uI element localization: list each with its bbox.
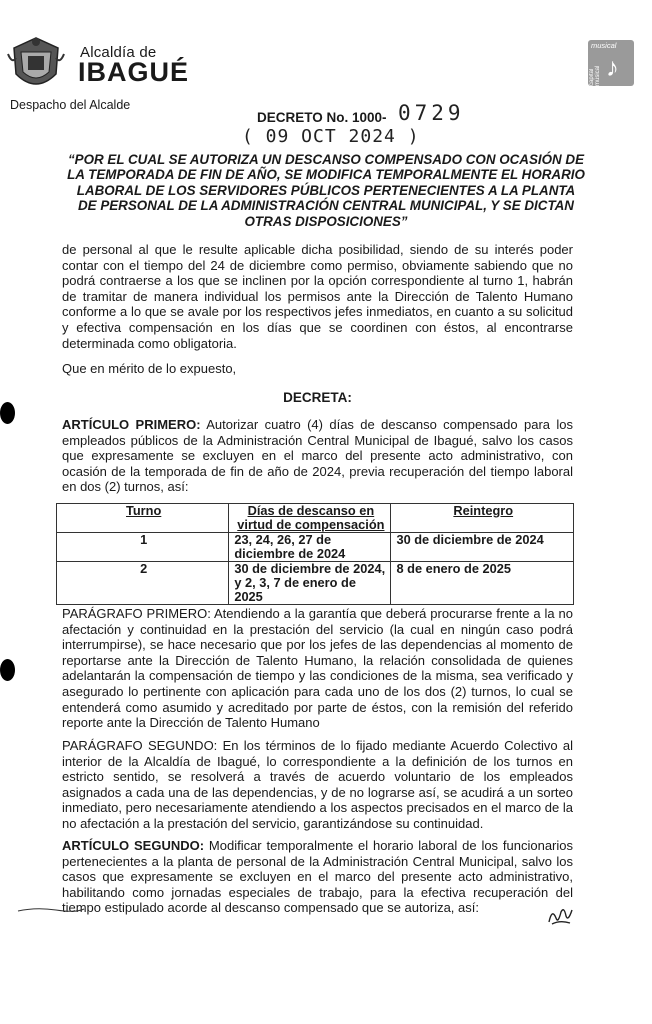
table-header-reintegro: Reintegro bbox=[391, 504, 574, 533]
initials-signature bbox=[546, 904, 574, 928]
article-one bbox=[62, 417, 573, 495]
table-row bbox=[57, 533, 574, 562]
article-two-label: ARTÍCULO SEGUNDO: bbox=[62, 838, 205, 853]
badge-top-text: musical bbox=[591, 41, 617, 50]
article-two bbox=[62, 838, 573, 916]
article-two-text: Modificar temporalmente el horario laboral de los funcionarios pertenecientes a la planta de personal de la Administración Central Municipal, salvo los casos que expresamente se excluyen en el marco del presente acto administrativo, habilitando como jornadas especiales de trabajo, para la efectiva recuperación del tiempo estipulado acorde al descanso compensado que se autoriza, así: bbox=[62, 838, 573, 916]
article-one-text: Autorizar cuatro (4) días de descanso compensado para los empleados públicos de la Administración Central Municipal de Ibagué, salvo los casos que expresamente se excluyen en el marco del presente acto administrativo, con ocasión de la temporada de fin de año de 2024, previa recuperación del tiempo laboral en dos (2) turnos, así: bbox=[62, 417, 573, 495]
org-name-small: Alcaldía de bbox=[80, 44, 157, 61]
paragraph-first: PARÁGRAFO PRIMERO: Atendiendo a la garantía que deberá procurarse frente a la no afectación y continuidad en la prestación del servicio (la cual en ningún caso podrá interrumpirse), se hace necesario que por los jefes de las dependencias al momento de reportarse ante la Dirección de Talento Humano, la relación consolidada de quienes adelantarán la compensación de tiempo y las condiciones de la misma, sea verificado y asegurado lo pertinente con aplicación para cada uno de los dos (2) turnos, lo cual se entenderá como asumido y acreditado por parte de éstos, con la remisión del referido reporte ante la Dirección de Talento Humano bbox=[62, 606, 573, 731]
decreta-heading: DECRETA: bbox=[283, 390, 352, 405]
paragraph-merit: Que en mérito de lo expuesto, bbox=[62, 361, 237, 376]
pen-mark bbox=[16, 905, 86, 915]
table-cell-reintegro: 30 de diciembre de 2024 bbox=[391, 533, 574, 562]
table-header-turno: Turno bbox=[57, 504, 229, 533]
paragraph-second: PARÁGRAFO SEGUNDO: En los términos de lo fijado mediante Acuerdo Colectivo al interior de la Alcaldía de Ibagué, lo correspondiente a la definición de los turnos en estricto sentido, se resolverá a través de acuerdo voluntario de los empleados asignados a cada una de las dependencias, y de no lograrse así, se acudirá a un sorteo inmediato, pero necesariamente atendiendo a los aspectos precisados en el marco de la no afectación a la prestación del servicio, garantizándose su continuidad. bbox=[62, 738, 573, 831]
decree-date: ( 09 OCT 2024 ) bbox=[242, 126, 420, 147]
music-note-icon: ♪ bbox=[606, 52, 619, 82]
punch-hole-bottom bbox=[0, 659, 15, 681]
paragraph-continuation: de personal al que le resulte aplicable dicha posibilidad, siendo de su interés poder contar con el tiempo del 24 de diciembre como permiso, obviamente sabiendo que no podrá contraerse a los que se inclinen por la opción correspondiente al turno 1, habrán de tramitar de manera individual los permisos ante la Dirección de Talento Humano conforme a lo que se avale por los respectivos jefes inmediatos, en cuanto a su solicitud y efectiva compensación en los días que se coordinen con éstos, al encontrarse determinada como obligatoria. bbox=[62, 242, 573, 351]
org-name-logo: IBAGUÉ bbox=[78, 57, 190, 87]
table-cell-turno: 2 bbox=[57, 562, 229, 605]
table-cell-reintegro: 8 de enero de 2025 bbox=[391, 562, 574, 605]
punch-hole-top bbox=[0, 402, 15, 424]
table-cell-dias: 30 de diciembre de 2024, y 2, 3, 7 de enero de 2025 bbox=[229, 562, 391, 605]
coat-of-arms-logo bbox=[6, 34, 66, 96]
table-cell-dias: 23, 24, 26, 27 de diciembre de 2024 bbox=[229, 533, 391, 562]
table-header-row bbox=[57, 504, 574, 533]
table-header-dias: Días de descanso en virtud de compensación bbox=[229, 504, 391, 533]
decree-label: DECRETO No. 1000- bbox=[257, 110, 387, 125]
decree-number: 0729 bbox=[398, 101, 465, 125]
article-one-label: ARTÍCULO PRIMERO: bbox=[62, 417, 201, 432]
shifts-table bbox=[56, 503, 574, 605]
decree-title: “POR EL CUAL SE AUTORIZA UN DESCANSO COMPENSADO CON OCASIÓN DE LA TEMPORADA DE FIN DE AÑO, SE MODIFICA TEMPORALMENTE EL HORARIO LABORAL DE LOS SERVIDORES PÚBLICOS PERTENECIENTES A LA PLANTA DE PERSONAL DE LA ADMINISTRACIÓN CENTRAL MUNICIPAL, Y SE DICTAN OTRAS DISPOSICIONES” bbox=[67, 152, 585, 229]
table-cell-turno: 1 bbox=[57, 533, 229, 562]
badge-side-text: capital musical bbox=[589, 65, 601, 86]
office-name: Despacho del Alcalde bbox=[10, 98, 131, 112]
capital-musical-badge bbox=[588, 40, 634, 86]
table-row bbox=[57, 562, 574, 605]
